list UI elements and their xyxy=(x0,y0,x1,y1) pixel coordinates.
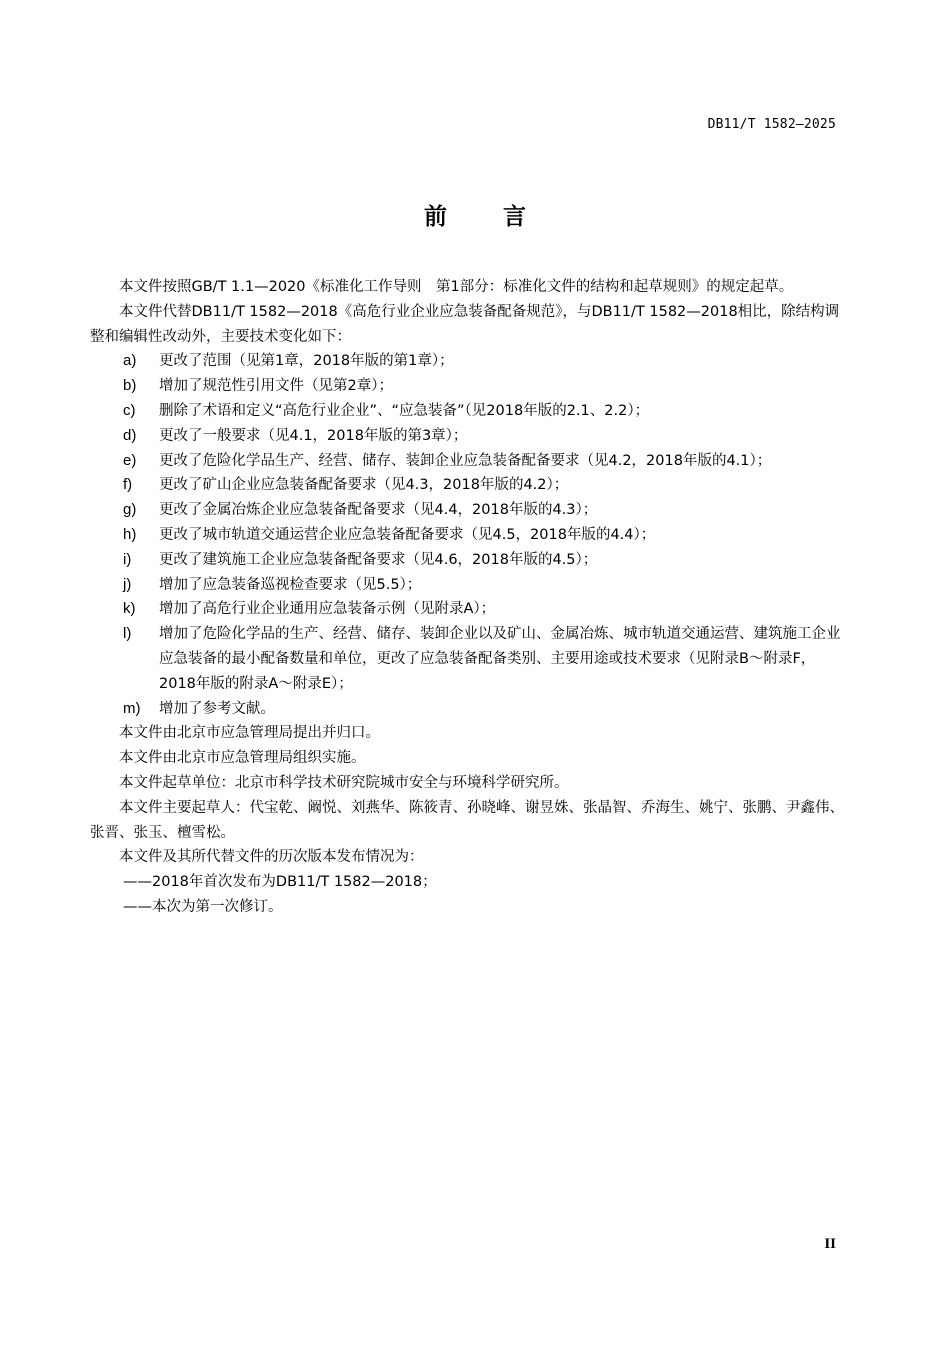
preface-body xyxy=(90,275,850,920)
change-marker: g) xyxy=(123,501,137,519)
change-marker: m) xyxy=(123,699,141,717)
change-item-m xyxy=(90,697,850,722)
proposer-paragraph: 本文件由北京市应急管理局提出并归口。 xyxy=(119,725,380,742)
change-item-j xyxy=(90,573,850,598)
change-marker: l) xyxy=(123,625,132,643)
drafters-paragraph: 本文件主要起草人：代宝乾、阚悦、刘燕华、陈筱青、孙晓峰、谢昱姝、张晶智、乔海生、姚宁、张鹏、尹鑫伟、张晋、张玉、檀雪松。 xyxy=(90,799,844,841)
change-marker: b) xyxy=(123,377,137,395)
history-intro-paragraph: 本文件及其所代替文件的历次版本发布情况为： xyxy=(119,849,424,866)
implementer-paragraph: 本文件由北京市应急管理局组织实施。 xyxy=(119,750,366,767)
document-code: DB11/T 1582—2025 xyxy=(707,117,836,132)
intro-paragraph-2: 本文件代替DB11/T 1582—2018《高危行业企业应急装备配备规范》，与DB11/T 1582—2018相比，除结构调整和编辑性改动外，主要技术变化如下： xyxy=(90,303,840,345)
change-text: 增加了参考文献。 xyxy=(159,700,275,717)
change-marker: f) xyxy=(123,476,133,494)
change-item-g xyxy=(90,498,850,523)
change-text: 更改了危险化学品生产、经营、储存、装卸企业应急装备配备要求（见4.2，2018年版的4.1）； xyxy=(159,452,772,469)
change-marker: d) xyxy=(123,426,137,444)
change-item-k xyxy=(90,597,850,622)
change-marker: j) xyxy=(123,575,132,593)
drafting-unit-paragraph: 本文件起草单位：北京市科学技术研究院城市安全与环境科学研究所。 xyxy=(119,774,569,791)
change-text: 更改了金属冶炼企业应急装备配备要求（见4.4，2018年版的4.3）； xyxy=(159,502,598,519)
change-text: 删除了术语和定义“高危行业企业”、“应急装备”（见2018年版的2.1、2.2）； xyxy=(159,402,650,419)
change-item-i xyxy=(90,548,850,573)
change-marker: a) xyxy=(123,352,137,370)
page-number: II xyxy=(824,1236,836,1252)
change-item-a xyxy=(90,349,850,374)
change-text: 更改了一般要求（见4.1，2018年版的第3章）； xyxy=(159,427,468,444)
change-marker: i) xyxy=(123,550,132,568)
change-item-b xyxy=(90,374,850,399)
history-item-2: ——本次为第一次修订。 xyxy=(123,898,283,915)
change-text: 更改了建筑施工企业应急装备配备要求（见4.6，2018年版的4.5）； xyxy=(159,551,598,568)
change-item-l xyxy=(90,622,850,696)
change-item-f xyxy=(90,473,850,498)
change-marker: h) xyxy=(123,525,137,543)
intro-paragraph-1: 本文件按照GB/T 1.1—2020《标准化工作导则 第1部分：标准化文件的结构和起草规则》的规定起草。 xyxy=(119,279,794,295)
change-text: 更改了范围（见第1章，2018年版的第1章）； xyxy=(159,353,454,370)
change-text: 增加了规范性引用文件（见第2章）； xyxy=(159,378,393,395)
change-text: 增加了应急装备巡视检查要求（见5.5）； xyxy=(159,576,422,593)
change-marker: c) xyxy=(123,401,136,419)
change-text: 更改了城市轨道交通运营企业应急装备配备要求（见4.5，2018年版的4.4）； xyxy=(159,526,656,543)
history-item-1: ——2018年首次发布为DB11/T 1582—2018； xyxy=(123,874,437,891)
page-title: 前言 xyxy=(424,204,582,230)
change-item-d xyxy=(90,424,850,449)
change-text: 增加了危险化学品的生产、经营、储存、装卸企业以及矿山、金属冶炼、城市轨道交通运营、建筑施工企业应急装备的最小配备数量和单位，更改了应急装备配备类别、主要用途或技术要求（见附录B～附录F，2018年版的附录A～附录E）； xyxy=(159,626,841,692)
change-text: 增加了高危行业企业通用应急装备示例（见附录A）； xyxy=(159,601,496,618)
change-marker: k) xyxy=(123,600,136,618)
change-text: 更改了矿山企业应急装备配备要求（见4.3，2018年版的4.2）； xyxy=(159,477,569,494)
change-item-e xyxy=(90,449,850,474)
change-item-h xyxy=(90,523,850,548)
change-item-c xyxy=(90,399,850,424)
change-marker: e) xyxy=(123,451,137,469)
